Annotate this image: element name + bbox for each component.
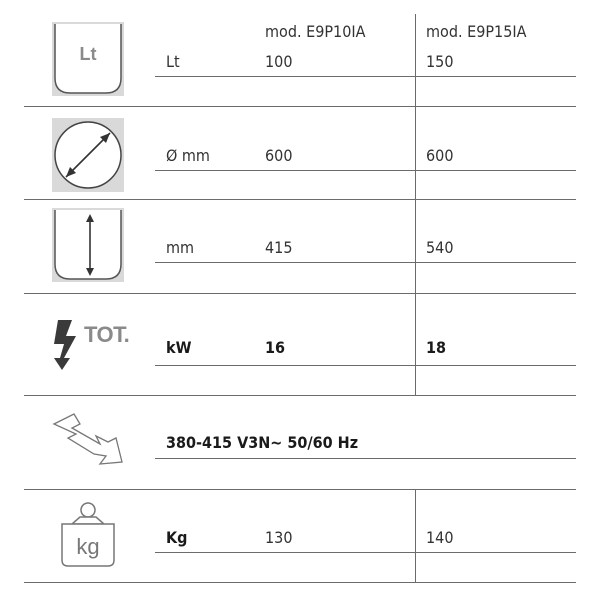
depth-icon <box>52 208 124 282</box>
row-underline-weight <box>155 552 576 553</box>
column-divider-top <box>415 14 416 395</box>
row-underline-depth <box>155 262 576 263</box>
diameter-value-b: 600 <box>426 146 454 165</box>
capacity-value-a: 100 <box>265 52 293 71</box>
diameter-unit: Ø mm <box>166 146 210 165</box>
separator-1 <box>24 106 576 107</box>
power-unit: kW <box>166 338 192 357</box>
depth-unit: mm <box>166 238 195 257</box>
diameter-icon <box>52 118 124 192</box>
separator-2 <box>24 199 576 200</box>
weight-unit: Kg <box>166 528 188 547</box>
capacity-icon <box>52 22 124 96</box>
voltage-value: 380-415 V3N~ 50/60 Hz <box>166 433 359 452</box>
model-b-header: mod. E9P15IA <box>426 22 527 41</box>
capacity-icon-label: Lt <box>79 44 97 64</box>
capacity-unit: Lt <box>166 52 180 71</box>
lightning-bolt-icon <box>50 318 80 372</box>
weight-icon-label: kg <box>76 534 100 559</box>
separator-3 <box>24 293 576 294</box>
weight-icon <box>56 500 120 570</box>
separator-4 <box>24 395 576 396</box>
row-underline-voltage <box>155 458 576 459</box>
power-icon-label: TOT. <box>84 322 130 347</box>
weight-value-a: 130 <box>265 528 293 547</box>
electric-zigzag-icon <box>50 412 126 470</box>
row-underline-capacity <box>155 76 576 77</box>
power-value-a: 16 <box>265 338 286 357</box>
model-a-header: mod. E9P10IA <box>265 22 366 41</box>
diameter-value-a: 600 <box>265 146 293 165</box>
depth-value-b: 540 <box>426 238 454 257</box>
row-underline-diameter <box>155 170 576 171</box>
power-value-b: 18 <box>426 338 447 357</box>
depth-value-a: 415 <box>265 238 293 257</box>
separator-5 <box>24 489 576 490</box>
column-divider-bottom <box>415 489 416 582</box>
separator-6 <box>24 582 576 583</box>
weight-value-b: 140 <box>426 528 454 547</box>
capacity-value-b: 150 <box>426 52 454 71</box>
row-underline-power <box>155 365 576 366</box>
